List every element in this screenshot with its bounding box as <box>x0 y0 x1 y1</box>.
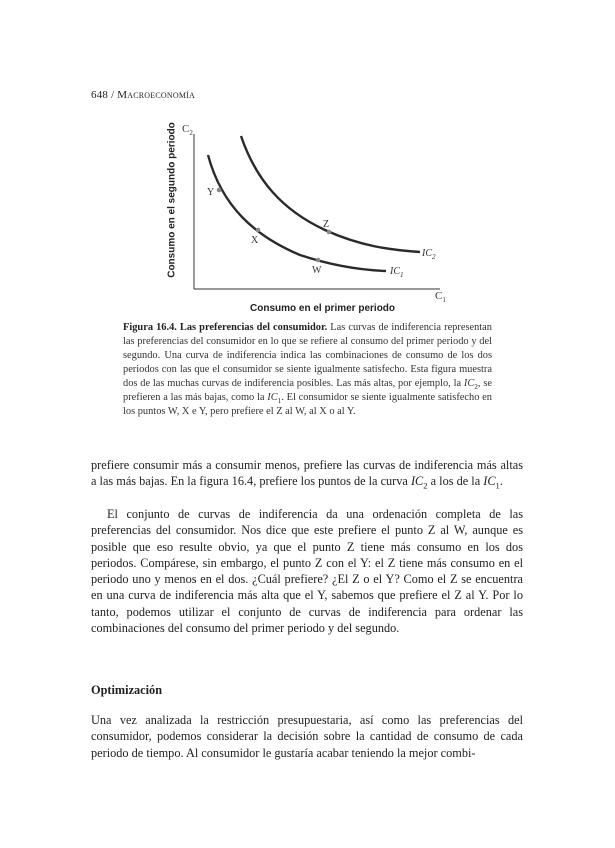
paragraph-3: Una vez analizada la restricción presupuestaria, así como las preferencias del consumidor, podemos considerar la decisión sobre la cantidad de consumo de cada periodo de tiempo. Al consumidor le gustaría acabar teniendo la mejor combi- <box>91 713 523 760</box>
caption-text-2: , se prefieren a las más bajas, como la <box>123 378 492 403</box>
figure-caption <box>123 321 492 419</box>
caption-ic-a: IC <box>463 378 475 389</box>
curve-label-ic2: $IC_2$ <box>422 248 436 261</box>
paragraph-1 <box>91 457 523 490</box>
caption-label: Figura 16.4. Las preferencias del consumidor. <box>123 322 328 333</box>
point-w-label: W <box>312 265 322 276</box>
caption-ic-a-sub: 2 <box>474 383 478 392</box>
y-axis-label: $C_2$ <box>182 123 193 137</box>
page-number: 648 <box>91 89 109 101</box>
x-axis-label: $C_1$ <box>435 290 446 304</box>
book-title: Macroeconomía <box>117 89 195 101</box>
caption-text-3: . El consumidor se siente igualmente satisfecho en los puntos W, X e Y, pero prefiere el Z al W, al X o al Y. <box>123 392 492 417</box>
point-z-label: Z <box>323 219 330 230</box>
caption-ic-b-sub: 1 <box>277 397 282 406</box>
p1-ic2-sub: 1 <box>495 480 500 491</box>
y-axis-title: Consumo en el segundo periodo <box>166 122 178 278</box>
indifference-curves-figure <box>150 108 470 308</box>
p1-ic: IC <box>410 474 424 489</box>
caption-ic-b: IC <box>267 392 278 403</box>
p1-ic2: IC <box>483 474 496 489</box>
paragraph-2: El conjunto de curvas de indiferencia da una ordenación completa de las preferencias del consumidor. Nos dice que este prefiere el punto Z al W, aunque es posible que eso resulte obvio, ya que el punto Z tiene más consumo en los dos periodos. Compárese, sin embargo, el punto Z con el Y: el Z tiene más consumo en el periodo uno y menos en el dos. ¿Cuál prefiere? ¿El Z o el Y? Como el Z se encuentra en una curva de indiferencia más alta que el Y, sabemos que prefiere el Z al Y. Por lo tanto, podemos utilizar el conjunto de curvas de indiferencia para ordenar las combinaciones del consumo del primer periodo y del segundo. <box>91 507 523 636</box>
caption-text-1: Las curvas de indiferencia representan las preferencias del consumidor en lo que se refiere al consumo del primer periodo y del segundo. Una curva de indiferencia indica las combinaciones de consumo de los dos periodos con las que el consumidor se siente igualmente satisfecho. Esta figura muestra dos de las muchas curvas de indiferencia posibles. Las más altas, por ejemplo, la <box>123 322 492 389</box>
p1-ic-sub: 2 <box>423 480 428 491</box>
p1-text-c: . <box>499 474 503 489</box>
section-heading-optimizacion: Optimización <box>91 683 163 697</box>
point-x-marker <box>256 228 261 233</box>
point-y-marker <box>217 188 222 193</box>
p1-text-a: prefiere consumir más a consumir menos, prefiere las curvas de indiferencia más altas a las más bajas. En la figura 16.4, prefiere los puntos de la curva <box>91 458 523 489</box>
x-axis-title: Consumo en el primer periodo <box>250 303 396 314</box>
header-separator: / <box>111 89 115 101</box>
point-z-marker <box>327 230 332 235</box>
point-x-label: X <box>251 235 259 246</box>
running-header <box>91 89 195 101</box>
curve-label-ic1: $IC_1$ <box>390 266 404 279</box>
point-w-marker <box>316 258 321 263</box>
p1-text-b: a los de la <box>427 474 484 489</box>
indifference-curve-ic2 <box>241 136 420 252</box>
point-y-label: Y <box>207 187 215 198</box>
